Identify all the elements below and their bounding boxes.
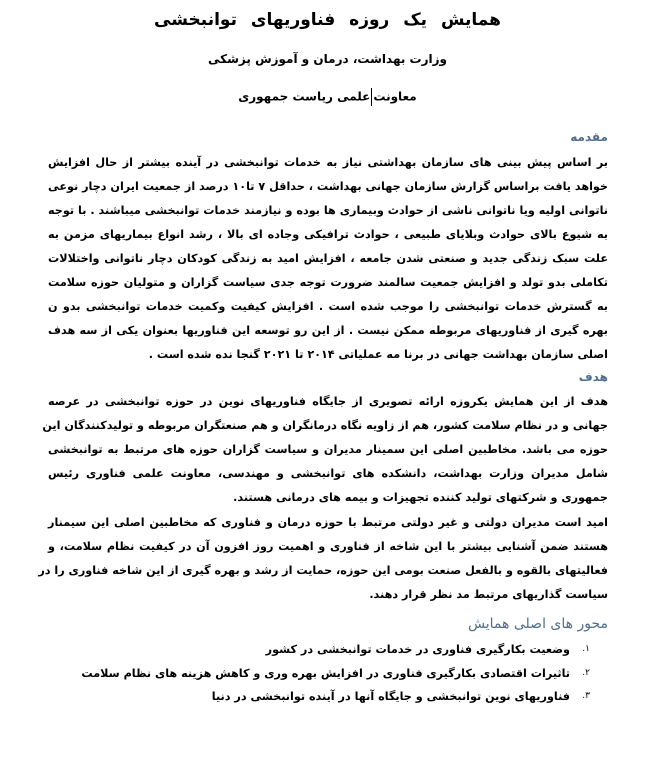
axes-heading: محور های اصلی همایش bbox=[467, 616, 608, 632]
paragraph-line: امید است مدیران دولتی و غیر دولتی مرتبط با حوزه درمان و فناوری که مخاطبین اصلی این سیمنار bbox=[48, 516, 608, 529]
goal-heading: هدف bbox=[578, 370, 608, 384]
list-number: ۱. bbox=[582, 644, 590, 654]
paragraph-line: شامل مدیران وزارت بهداشت، دانشکده های توانبخشی و مهندسی، معاونت علمی فناوری رئیس bbox=[48, 467, 608, 480]
paragraph-line: جمهوری و شرکتهای تولید کننده تجهیزات و بیمه های درمانی هستند. bbox=[233, 491, 608, 504]
hope-paragraph bbox=[38, 511, 608, 607]
paragraph-line: تکاملی بدو تولد و افزایش جمعیت سالمند ضرورت توجه جدی سیاست گزاران و متولیان حوزه سلامت bbox=[48, 276, 608, 289]
paragraph-line: به گسترش خدمات توانبخشی را موجب شده است . افزایش کیفیت وکمیت خدمات توانبخشی بدو ن bbox=[48, 300, 608, 313]
paragraph-line: جهانی و در نظام سلامت کشور، هم از زاویه نگاه درمانگران و هم صنعتگران مربوطه و تولیدکنندگان این bbox=[42, 419, 608, 432]
list-item bbox=[81, 638, 590, 662]
list-text: وضعیت بکارگیری فناوری در خدمات توانبخشی در کشور bbox=[265, 643, 570, 656]
list-text: فناوریهای نوین توانبخشی و جایگاه آنها در آینده توانبخشی در دنیا bbox=[211, 690, 570, 703]
paragraph-line: اصلی سازمان بهداشت جهانی در برنا مه عملیاتی ۲۰۱۴ تا ۲۰۲۱ گنجا نده شده است . bbox=[148, 348, 608, 361]
paragraph-line: فعالیتهای بالقوه و بالفعل صنعت بومی این حوزه، حمایت از رشد و بهره گیری از این شاخه فناوری را در bbox=[38, 564, 608, 577]
intro-paragraph bbox=[48, 151, 608, 367]
document-title: همایش یک روزه فناوریهای توانبخشی bbox=[154, 10, 501, 30]
paragraph-line: سیاست گذاریهای مرتبط مد نظر قرار دهند. bbox=[369, 588, 608, 601]
paragraph-line: خواهد یافت براساس گزارش سازمان جهانی بهداشت ، حداقل ۷ تا۱۰ درصد از جمعیت ایران دچار نوعی bbox=[48, 180, 608, 193]
paragraph-line: به شیوع بالای حوادث وبلایای طبیعی ، حوادث ترافیکی وجاده ای بالا ، رشد انواع بیماریهای مزمن به bbox=[48, 228, 608, 241]
axes-list bbox=[81, 638, 590, 709]
subtitle-part-1: معاونت bbox=[373, 89, 417, 104]
list-number: ۳. bbox=[582, 691, 590, 701]
intro-heading: مقدمه bbox=[570, 130, 608, 144]
vice-presidency-subtitle bbox=[0, 88, 655, 106]
goal-paragraph bbox=[42, 390, 608, 510]
ministry-subtitle: وزارت بهداشت، درمان و آموزش پزشکی bbox=[208, 52, 447, 66]
paragraph-line: بر اساس پیش بینی های سازمان بهداشتی نیاز به خدمات توانبخشی در آینده بیشتر از حال افزایش bbox=[48, 156, 608, 169]
list-item bbox=[81, 685, 590, 709]
list-number: ۲. bbox=[582, 667, 590, 678]
paragraph-line: علت سبک زندگی جدید و صنعتی شدن جامعه ، افزایش امید به زندگی کودکان دچار ناتوانی واختلالات bbox=[48, 252, 608, 265]
list-text: تاثیرات اقتصادی بکارگیری فناوری در افزایش بهره وری و کاهش هزینه های نظام سلامت bbox=[81, 666, 570, 680]
paragraph-line: ناتوانی اولیه ویا ناتوانی ناشی از حوادث وبیماری ها بوده و نیازمند خدمات توانبخشی میباشند . با توجه bbox=[48, 204, 608, 217]
paragraph-line: هدف از این همایش یکروزه ارائه تصویری از جایگاه فناوریهای نوین در حوزه توانبخشی در عرصه bbox=[48, 395, 608, 408]
list-item bbox=[81, 662, 590, 686]
subtitle-part-2: علمی ریاست جمهوری bbox=[238, 89, 371, 104]
paragraph-line: هستند ضمن آشنایی بیشتر با این شاخه از فناوری و اهمیت روز افزون آن در کیفیت نظام سلامت، و bbox=[48, 540, 608, 553]
paragraph-line: حوزه می باشد. مخاطبین اصلی این سمینار مدیران و سیاست گزاران حوزه های مرتبط به توانبخشی bbox=[48, 443, 608, 456]
paragraph-line: بهره گیری از فناوریهای مربوطه ممکن نیست . از این رو توسعه این فناوریها بعنوان یکی از سه هدف bbox=[48, 324, 608, 337]
